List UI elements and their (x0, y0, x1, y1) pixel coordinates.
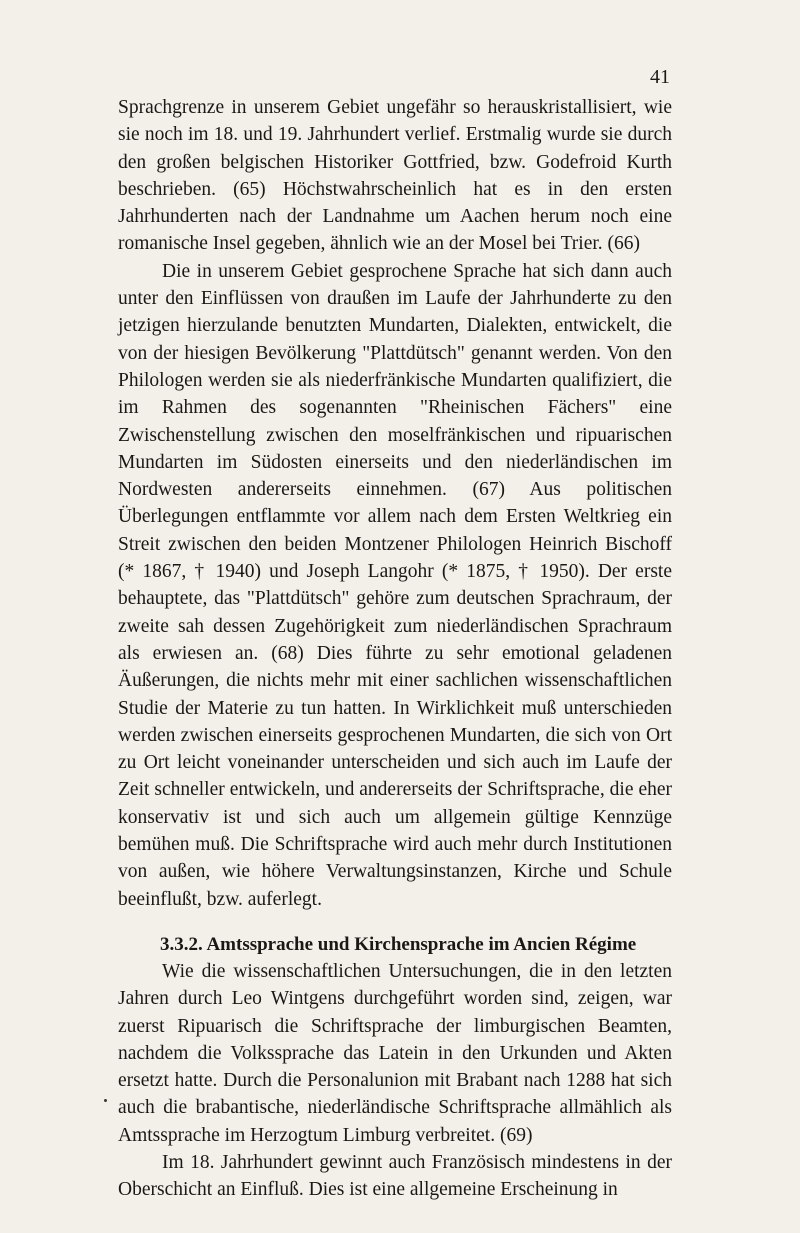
page-number: 41 (650, 66, 670, 88)
paragraph: Im 18. Jahrhundert gewinnt auch Französisch mindestens in der Oberschicht an Einfluß. Dies ist eine allgemeine Erscheinung in (118, 1151, 672, 1201)
section-heading: 3.3.2. Amtssprache und Kirchensprache im Ancien Régime (160, 933, 637, 955)
paragraph: Sprachgrenze in unserem Gebiet ungefähr so herauskristallisiert, wie sie noch im 18. und 19. Jahrhundert verlief. Erstmalig wurde sie durch den großen belgischen Historiker Gottfried, bzw. Godefroid Kurth beschrieben. (65) Höchstwahrscheinlich hat es in den ersten Jahrhunderten nach der Landnahme um Aachen herum noch eine romanische Insel gegeben, ähnlich wie an der Mosel bei Trier. (66) (118, 97, 672, 255)
margin-dot (104, 1099, 107, 1102)
body-text (118, 94, 672, 1204)
paragraph: Die in unserem Gebiet gesprochene Sprache hat sich dann auch unter den Einflüssen von draußen im Laufe der Jahrhunderte zu den jetzigen hierzulande benutzten Mundarten, Dialekten, entwickelt, die von der hiesigen Bevölkerung "Plattdütsch" genannt werden. Von den Philologen werden sie als niederfränkische Mundarten qualifiziert, die im Rahmen des sogenannten "Rheinischen Fächers" eine Zwischenstellung zwischen den moselfränkischen und ripuarischen Mundarten im Südosten einerseits und den niederländischen im Nordwesten andererseits einnehmen. (67) Aus politischen Überlegungen entflammte vor allem nach dem Ersten Weltkrieg ein Streit zwischen den beiden Montzener Philologen Heinrich Bischoff (* 1867, † 1940) und Joseph Langohr (* 1875, † 1950). Der erste behauptete, das "Plattdütsch" gehöre zum deutschen Sprachraum, der zweite sah dessen Zugehörigkeit zum niederländischen Sprachraum als erwiesen an. (68) Dies führte zu sehr emotional geladenen Äußerungen, die nichts mehr mit einer sachlichen wissenschaftlichen Studie der Materie zu tun hatten. In Wirklichkeit muß unterschieden werden zwischen einerseits gesprochenen Mundarten, die sich von Ort zu Ort leicht voneinander unterscheiden und sich auch im Laufe der Zeit schneller entwickeln, und andererseits der Schriftsprache, die eher konservativ ist und sich auch um allgemein gültige Kennzüge bemühen muß. Die Schriftsprache wird auch mehr durch Institutionen von außen, wie höhere Verwaltungsinstanzen, Kirche und Schule beeinflußt, bzw. auferlegt. (118, 260, 672, 910)
paragraph: Wie die wissenschaftlichen Untersuchungen, die in den letzten Jahren durch Leo Wintgens durchgeführt worden sind, zeigen, war zuerst Ripuarisch die Schriftsprache der limburgischen Beamten, nachdem die Volkssprache das Latein in den Urkunden und Akten ersetzt hatte. Durch die Personalunion mit Brabant nach 1288 hat sich auch die brabantische, niederländische Schriftsprache allmählich als Amtssprache im Herzogtum Limburg verbreitet. (69) (118, 960, 672, 1146)
